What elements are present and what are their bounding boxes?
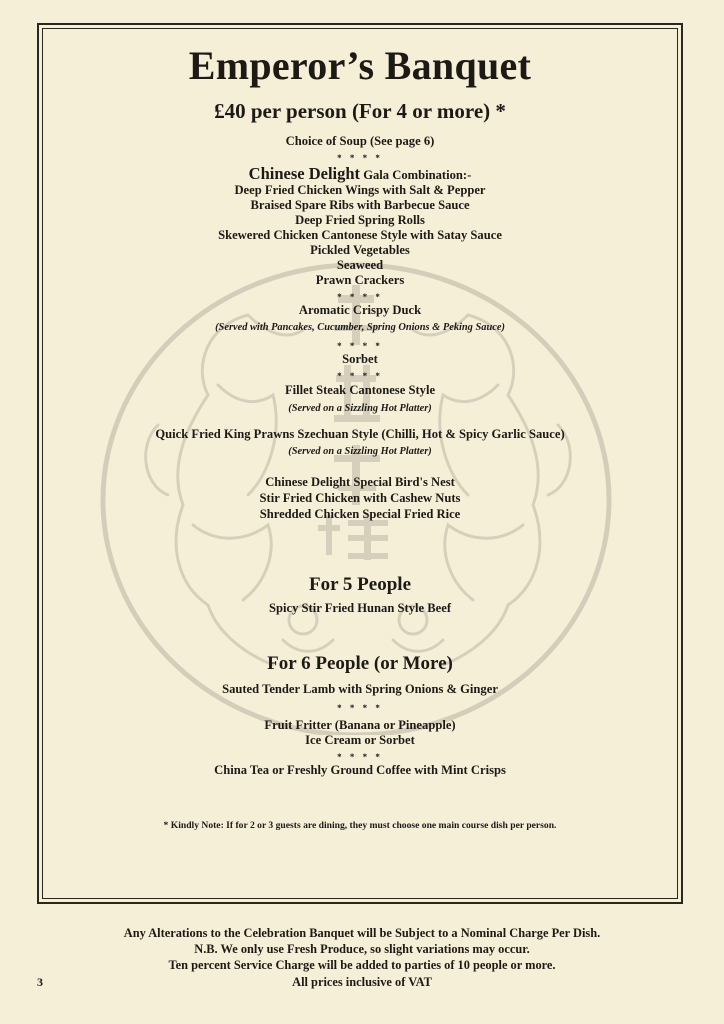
five-people-dish: Spicy Stir Fried Hunan Style Beef xyxy=(268,601,452,615)
prawns-note: (Served on a Sizzling Hot Platter) xyxy=(288,446,432,457)
combo-item: Pickled Vegetables xyxy=(310,243,410,257)
footer-line: Any Alterations to the Celebration Banquet will be Subject to a Nominal Charge Per Dish. xyxy=(123,926,601,940)
five-people-heading: For 5 People xyxy=(308,574,411,595)
separator-stars: * * * * xyxy=(337,292,383,302)
combo-item: Seaweed xyxy=(336,258,384,272)
dessert-fritter: Fruit Fritter (Banana or Pineapple) xyxy=(264,718,456,732)
separator-stars: * * * * xyxy=(337,371,383,381)
footer-line: All prices inclusive of VAT xyxy=(292,975,432,989)
main-dish: Chinese Delight Special Bird's Nest xyxy=(265,475,455,489)
combo-item: Braised Spare Ribs with Barbecue Sauce xyxy=(250,198,470,212)
footer-line: N.B. We only use Fresh Produce, so slight variations may occur. xyxy=(194,942,530,956)
kindly-note: * Kindly Note: If for 2 or 3 guests are dining, they must choose one main course dish per person. xyxy=(163,820,557,831)
combo-item: Prawn Crackers xyxy=(315,273,405,287)
soup-choice: Choice of Soup (See page 6) xyxy=(285,134,435,148)
separator-stars: * * * * xyxy=(337,752,383,762)
combo-suffix: Gala Combination:- xyxy=(360,168,472,182)
combo-heading-line xyxy=(44,164,676,184)
duck-dish: Aromatic Crispy Duck xyxy=(298,303,422,317)
page-number: 3 xyxy=(37,975,43,989)
footer-line: Ten percent Service Charge will be added to parties of 10 people or more. xyxy=(168,958,556,972)
combo-heading: Chinese Delight xyxy=(248,164,361,183)
price-line: £40 per person (For 4 or more) * xyxy=(214,99,506,123)
combo-item: Deep Fried Chicken Wings with Salt & Pepper xyxy=(234,183,486,197)
six-people-dish: Sauted Tender Lamb with Spring Onions & Ginger xyxy=(222,682,498,696)
tea-coffee: China Tea or Freshly Ground Coffee with Mint Crisps xyxy=(214,763,506,777)
six-people-heading: For 6 People (or More) xyxy=(267,653,453,674)
steak-dish: Fillet Steak Cantonese Style xyxy=(284,383,436,397)
main-dish: Stir Fried Chicken with Cashew Nuts xyxy=(259,491,461,505)
separator-stars: * * * * xyxy=(337,341,383,351)
prawns-dish: Quick Fried King Prawns Szechuan Style (Chilli, Hot & Spicy Garlic Sauce) xyxy=(155,427,565,441)
separator-stars: * * * * xyxy=(337,703,383,713)
steak-note: (Served on a Sizzling Hot Platter) xyxy=(288,403,432,414)
duck-note: (Served with Pancakes, Cucumber, Spring Onions & Peking Sauce) xyxy=(215,322,505,333)
page-title: Emperor’s Banquet xyxy=(188,43,532,88)
separator-stars: * * * * xyxy=(337,153,383,163)
combo-item: Deep Fried Spring Rolls xyxy=(295,213,425,227)
sorbet-dish: Sorbet xyxy=(342,352,378,366)
dessert-icecream: Ice Cream or Sorbet xyxy=(305,733,415,747)
combo-item: Skewered Chicken Cantonese Style with Satay Sauce xyxy=(218,228,502,242)
main-dish: Shredded Chicken Special Fried Rice xyxy=(259,507,461,521)
